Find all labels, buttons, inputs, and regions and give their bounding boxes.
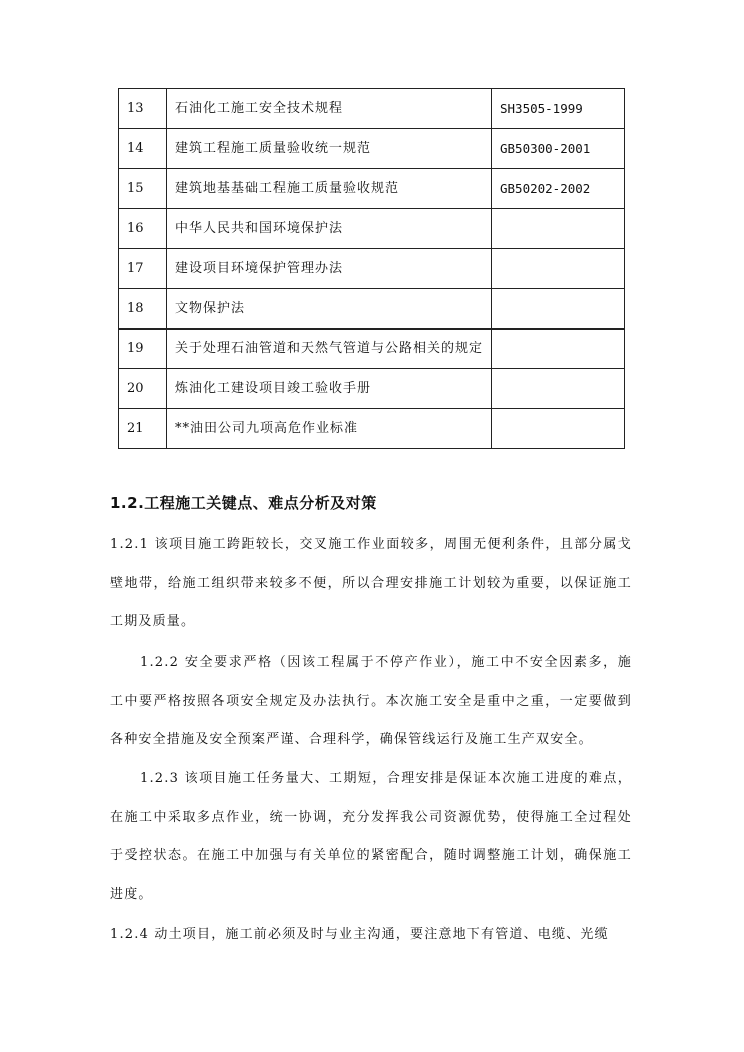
- table-row: [119, 409, 625, 449]
- standard-code: [492, 289, 625, 330]
- table-row: [119, 289, 625, 330]
- standard-code: [492, 209, 625, 249]
- section-heading: 1.2.工程施工关键点、难点分析及对策: [110, 494, 377, 512]
- paragraph-1-2-3: 1.2.3 该项目施工任务量大、工期短，合理安排是保证本次施工进度的难点，在施工中采取多点作业，统一协调，充分发挥我公司资源优势，使得施工全过程处于受控状态。在施工中加强与有关单位的紧密配合，随时调整施工计划，确保施工进度。: [110, 771, 632, 902]
- row-number: 21: [119, 409, 167, 449]
- table-row: [119, 169, 625, 209]
- standard-name: 关于处理石油管道和天然气管道与公路相关的规定: [167, 329, 492, 369]
- paragraph-1-2-2: 1.2.2 安全要求严格（因该工程属于不停产作业），施工中不安全因素多，施工中要严格按照各项安全规定及办法执行。本次施工安全是重中之重，一定要做到各种安全措施及安全预案严谨、合理科学，确保管线运行及施工生产双安全。: [110, 655, 632, 747]
- table-row: [119, 209, 625, 249]
- standard-name: 石油化工施工安全技术规程: [167, 89, 492, 129]
- row-number: 16: [119, 209, 167, 249]
- standard-name: 建筑工程施工质量验收统一规范: [167, 129, 492, 169]
- table-row: [119, 249, 625, 289]
- standard-code: GB50202-2002: [492, 169, 625, 209]
- standard-name: 中华人民共和国环境保护法: [167, 209, 492, 249]
- standard-code: [492, 249, 625, 289]
- standard-name: 建筑地基基础工程施工质量验收规范: [167, 169, 492, 209]
- standard-code: GB50300-2001: [492, 129, 625, 169]
- paragraph-1-2-1: 1.2.1 该项目施工跨距较长，交叉施工作业面较多，周围无便利条件，且部分属戈壁地带，给施工组织带来较多不便，所以合理安排施工计划较为重要，以保证施工工期及质量。: [110, 537, 632, 629]
- row-number: 15: [119, 169, 167, 209]
- row-number: 14: [119, 129, 167, 169]
- table-row: [119, 369, 625, 409]
- row-number: 13: [119, 89, 167, 129]
- row-number: 18: [119, 289, 167, 330]
- row-number: 17: [119, 249, 167, 289]
- row-number: 20: [119, 369, 167, 409]
- standard-name: 文物保护法: [167, 289, 492, 330]
- paragraph-1-2-4: 1.2.4 动土项目，施工前必须及时与业主沟通，要注意地下有管道、电缆、光缆: [110, 927, 609, 942]
- table-row: [119, 129, 625, 169]
- standards-table: [118, 88, 625, 449]
- standard-name: **油田公司九项高危作业标准: [167, 409, 492, 449]
- standard-name: 炼油化工建设项目竣工验收手册: [167, 369, 492, 409]
- standard-code: [492, 409, 625, 449]
- standard-name: 建设项目环境保护管理办法: [167, 249, 492, 289]
- standard-code: [492, 369, 625, 409]
- table-row: [119, 329, 625, 369]
- table-row: [119, 89, 625, 129]
- standard-code: [492, 329, 625, 369]
- standard-code: SH3505-1999: [492, 89, 625, 129]
- row-number: 19: [119, 329, 167, 369]
